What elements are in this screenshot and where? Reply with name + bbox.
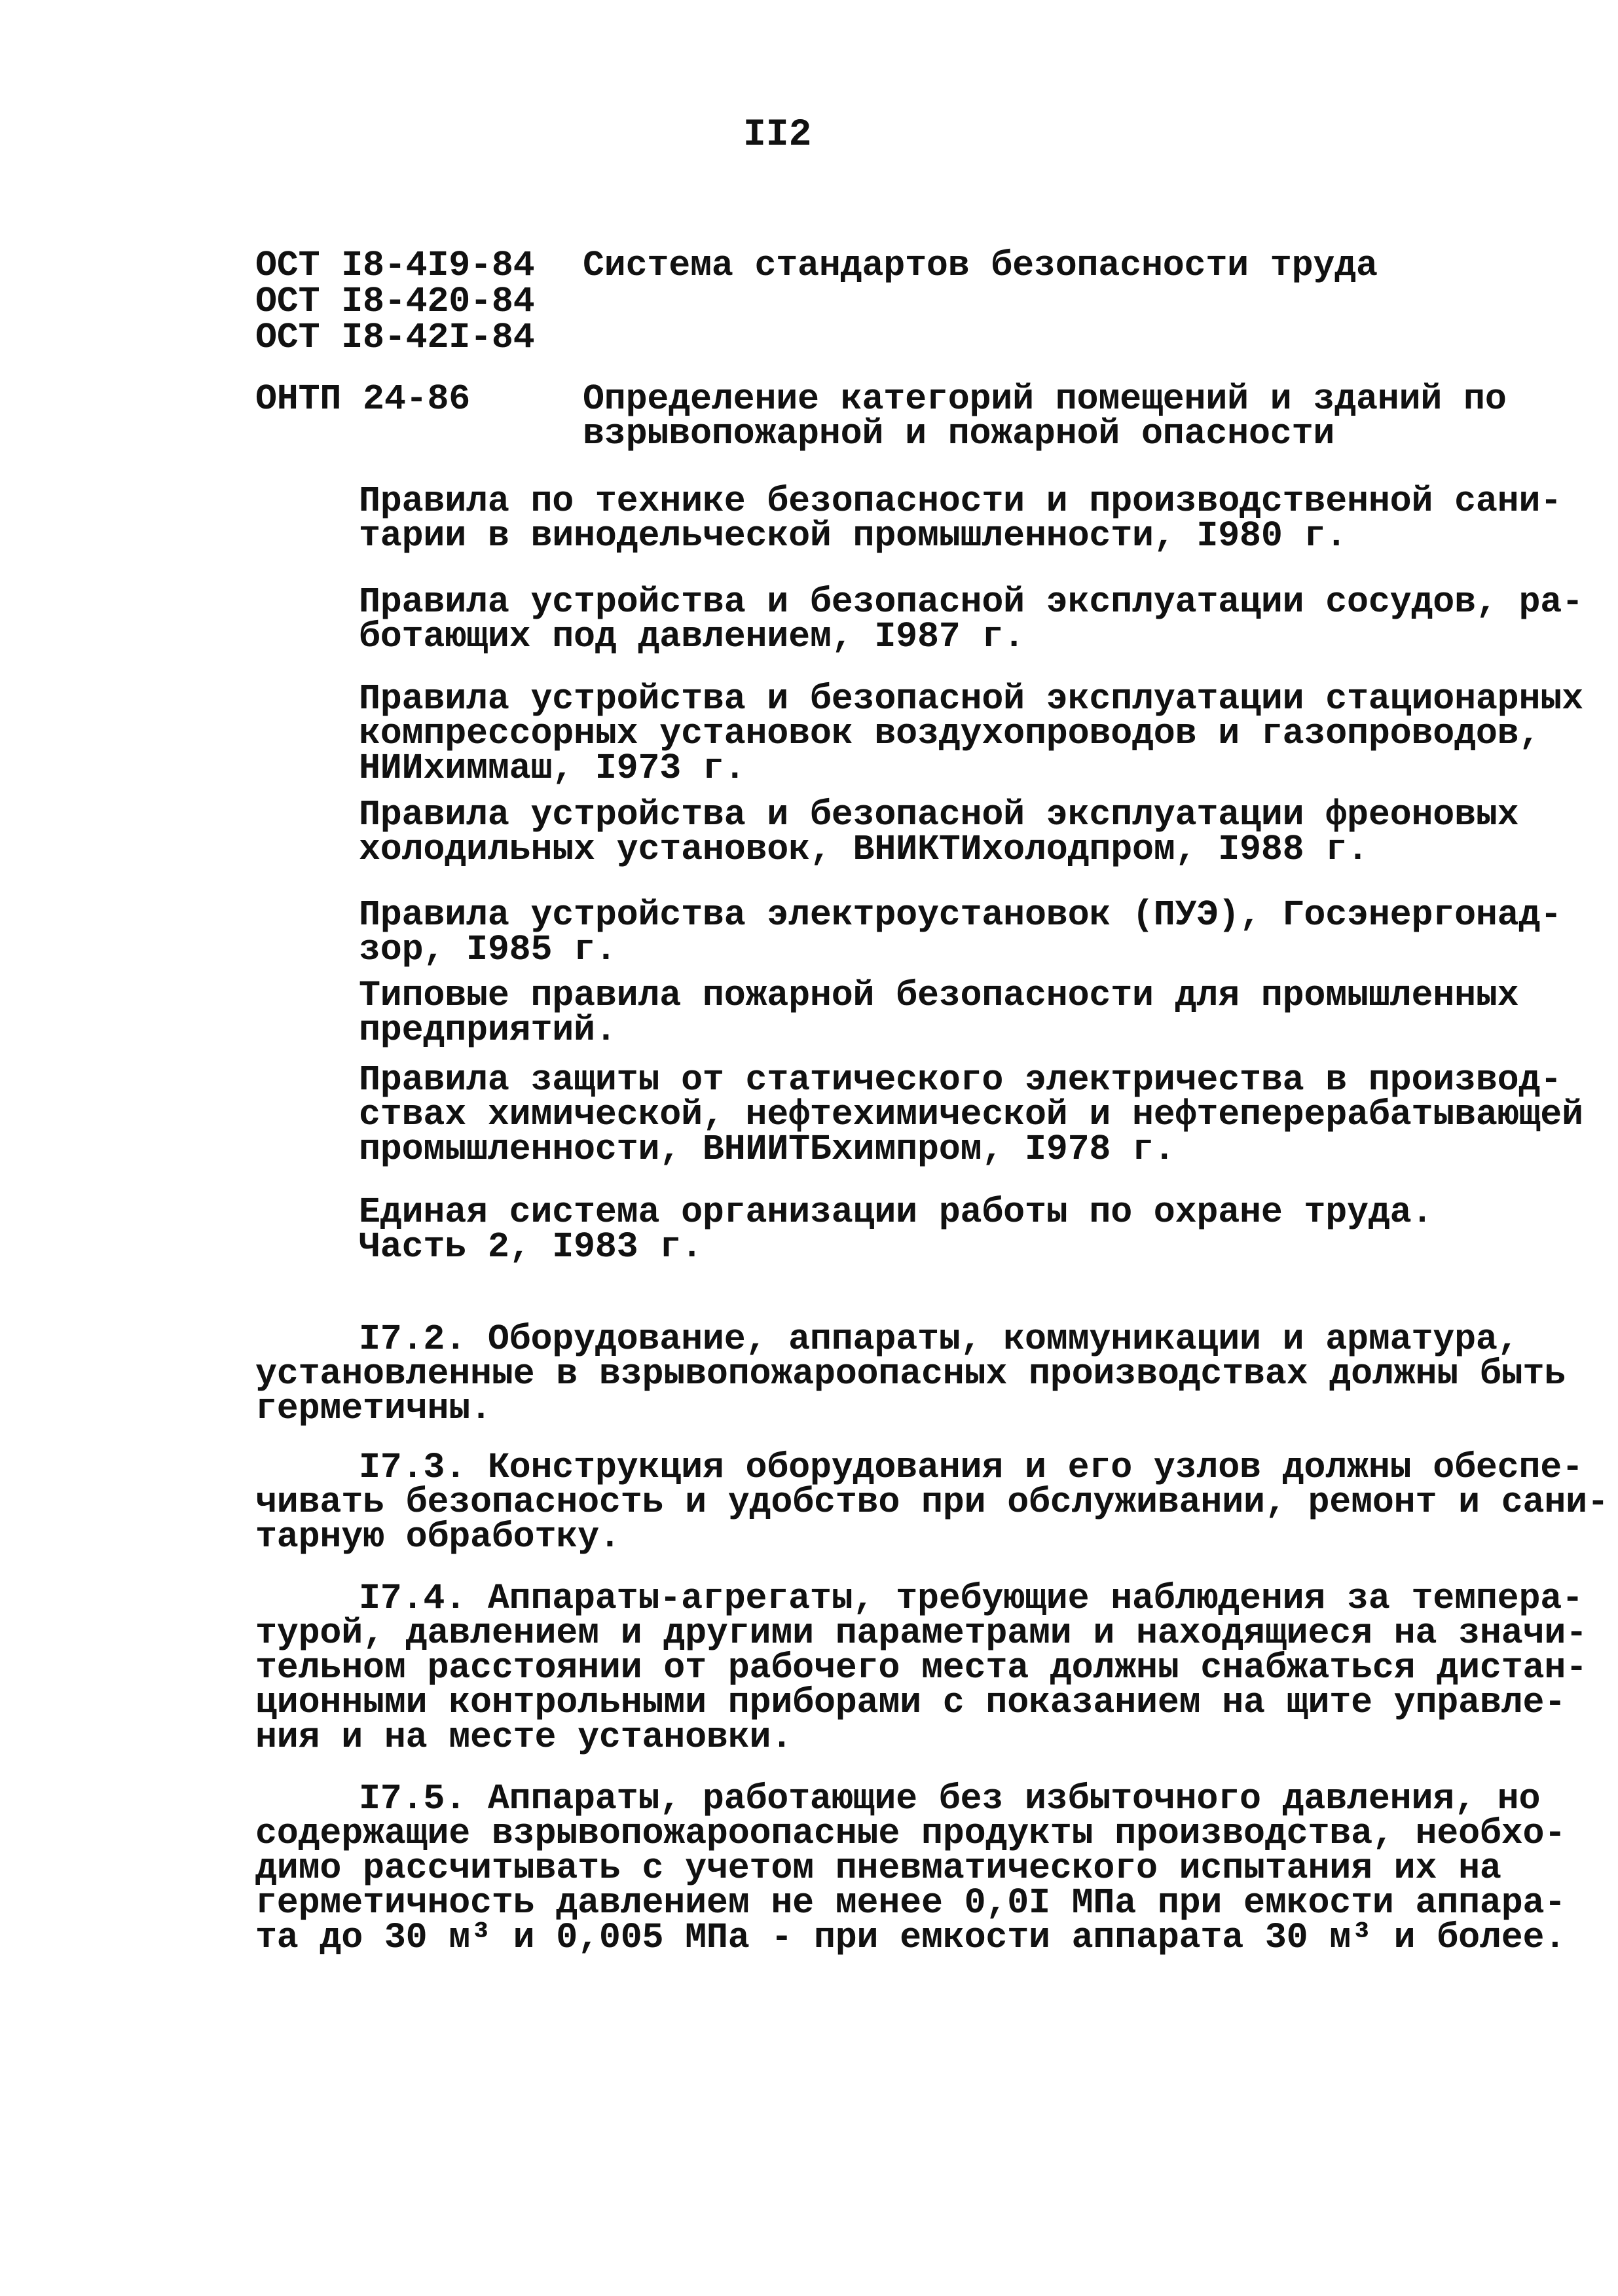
reference-line: Правила устройства и безопасной эксплуатации фреоновых — [359, 794, 1519, 835]
reference-line: Единая система организации работы по охране труда. — [359, 1192, 1433, 1233]
clause-line: та до 30 м³ и 0,005 МПа - при емкости аппарата 30 м³ и более. — [255, 1917, 1566, 1958]
reference-line: ствах химической, нефтехимической и нефтеперерабатывающей — [359, 1094, 1583, 1135]
standard-code: ОСТ I8-420-84 — [255, 281, 535, 322]
clause-line: ния и на месте установки. — [255, 1717, 793, 1758]
standard-code: ОСТ I8-4I9-84 — [255, 245, 535, 286]
clause-line: ционными контрольными приборами с показанием на щите управле- — [255, 1682, 1566, 1723]
clause-line: установленные в взрывопожароопасных производствах должны быть — [255, 1353, 1566, 1394]
reference-line: Правила устройства и безопасной эксплуатации стационарных — [359, 678, 1583, 720]
standard-title: Система стандартов безопасности труда — [583, 245, 1378, 286]
reference-line: Типовые правила пожарной безопасности для промышленных — [359, 975, 1519, 1016]
reference-line: Правила устройства электроустановок (ПУЭ), Госэнергонад- — [359, 894, 1562, 936]
reference-line: промышленности, ВНИИТБхимпром, I978 г. — [359, 1129, 1175, 1170]
clause-line: герметичность давлением не менее 0,0I МПа при емкости аппара- — [255, 1882, 1566, 1923]
clause-line: I7.3. Конструкция оборудования и его узлов должны обеспе- — [359, 1447, 1583, 1488]
standard-code: ОНТП 24-86 — [255, 378, 471, 420]
reference-line: Правила устройства и безопасной эксплуатации сосудов, ра- — [359, 581, 1583, 623]
standard-code: ОСТ I8-42I-84 — [255, 317, 535, 358]
clause-line: I7.4. Аппараты-агрегаты, требующие наблюдения за темпера- — [359, 1578, 1583, 1619]
clause-line: турой, давлением и другими параметрами и находящиеся на значи- — [255, 1613, 1587, 1654]
reference-line: предприятий. — [359, 1010, 617, 1051]
clause-line: I7.5. Аппараты, работающие без избыточного давления, но — [359, 1778, 1541, 1819]
reference-line: ботающих под давлением, I987 г. — [359, 616, 1025, 657]
reference-line: тарии в винодельческой промышленности, I980 г. — [359, 515, 1348, 556]
reference-line: компрессорных установок воздухопроводов и газопроводов, — [359, 713, 1541, 754]
page-number: II2 — [743, 114, 812, 156]
clause-line: герметичны. — [255, 1388, 492, 1429]
standard-title: Определение категорий помещений и зданий по — [583, 378, 1507, 420]
clause-line: тарную обработку. — [255, 1516, 621, 1558]
standard-title: взрывопожарной и пожарной опасности — [583, 413, 1335, 454]
reference-line: Правила по технике безопасности и производственной сани- — [359, 481, 1562, 522]
reference-line: зор, I985 г. — [359, 929, 617, 970]
reference-line: холодильных установок, ВНИКТИхолодпром, I988 г. — [359, 829, 1369, 870]
clause-line: содержащие взрывопожароопасные продукты производства, необхо- — [255, 1813, 1566, 1854]
reference-line: Часть 2, I983 г. — [359, 1226, 703, 1267]
reference-line: Правила защиты от статического электричества в производ- — [359, 1059, 1562, 1101]
clause-line: I7.2. Оборудование, аппараты, коммуникации и арматура, — [359, 1319, 1519, 1360]
clause-line: димо рассчитывать с учетом пневматического испытания их на — [255, 1848, 1501, 1889]
clause-line: тельном расстоянии от рабочего места должны снабжаться дистан- — [255, 1647, 1587, 1688]
reference-line: НИИхиммаш, I973 г. — [359, 748, 746, 789]
clause-line: чивать безопасность и удобство при обслуживании, ремонт и сани- — [255, 1482, 1609, 1523]
